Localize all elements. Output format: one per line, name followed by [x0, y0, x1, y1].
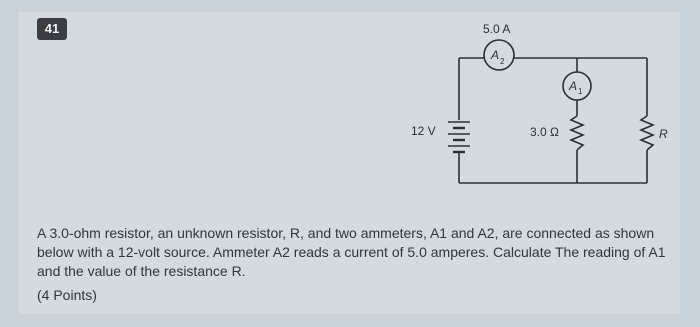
question-text-block — [37, 224, 667, 281]
points-label: (4 Points) — [37, 287, 97, 303]
question-number-badge: 41 — [37, 18, 67, 40]
resistor-3ohm-label: 3.0 Ω — [530, 125, 559, 139]
ammeter-a2-subscript: 2 — [500, 57, 505, 66]
question-text: A 3.0-ohm resistor, an unknown resistor, R, and two ammeters, A1 and A2, are connected as shown below with a 12-volt source. Ammeter A2 reads a current of 5.0 amperes. Calculate The reading of A1 and the value of the resistance R. — [37, 225, 666, 279]
resistor-3ohm-symbol — [571, 116, 583, 150]
resistor-r-label: R — [659, 127, 668, 141]
ammeter-a1-label: A — [569, 79, 578, 93]
source-label: 12 V — [411, 124, 436, 138]
ammeter-a2-reading: 5.0 A — [483, 22, 511, 36]
ammeter-a2-label: A — [491, 48, 500, 62]
ammeter-a1-subscript: 1 — [578, 87, 583, 96]
resistor-r-symbol — [641, 116, 653, 150]
battery-symbol — [448, 122, 470, 152]
